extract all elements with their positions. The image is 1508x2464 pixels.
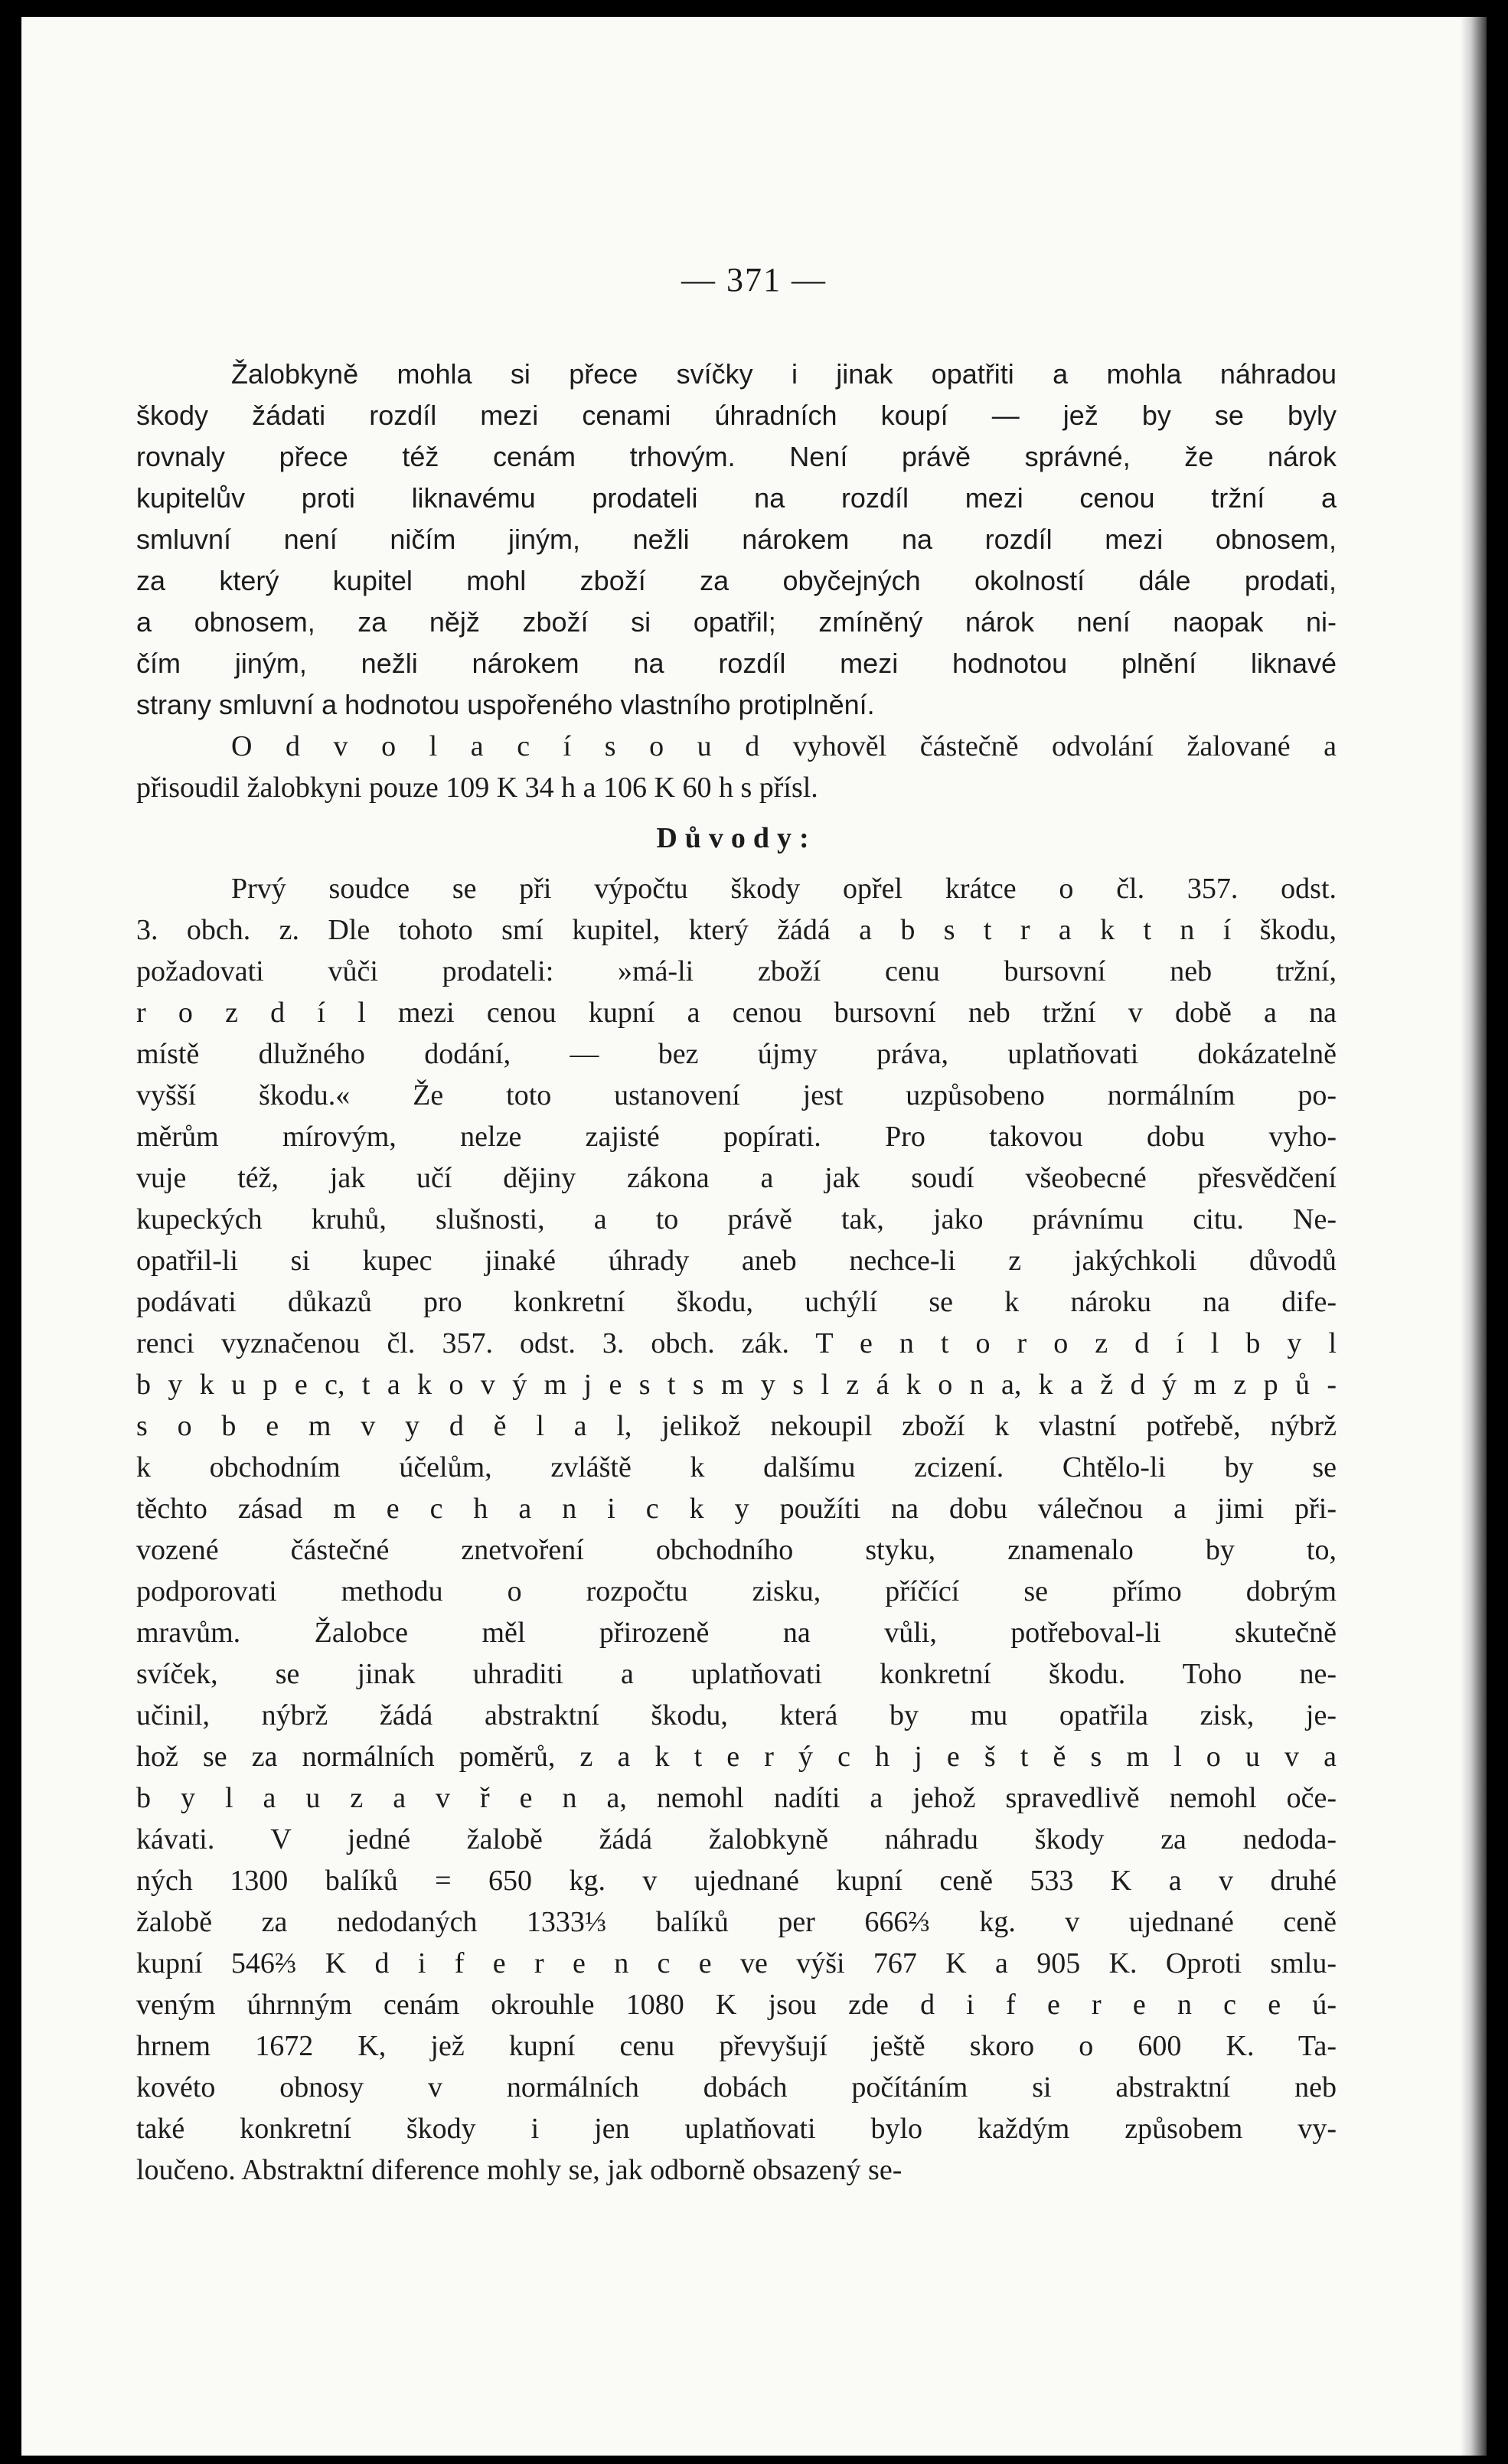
text-line: a obnosem, za nějž zboží si opatřil; zmíněný nárok není naopak ni- — [136, 606, 1337, 638]
text-line: hrnem 1672 K, jež kupní cenu převyšují ještě skoro o 600 K. Ta- — [136, 2030, 1337, 2062]
text-line: Důvody: — [656, 822, 817, 854]
text-line: opatřil-li si kupec jinaké úhrady aneb nechce-li z jakýchkoli důvodů — [136, 1245, 1337, 1277]
text-line: čím jiným, nežli nárokem na rozdíl mezi hodnotou plnění liknavé — [136, 648, 1337, 679]
text-line: veným úhrnným cenám okrouhle 1080 K jsou zde d i f e r e n c e ú- — [136, 1989, 1337, 2021]
text-line: žalobě za nedodaných 1333⅓ balíků per 666⅔ kg. v ujednané ceně — [136, 1906, 1337, 1938]
text-line: hož se za normálních poměrů, z a k t e r ý c h j e š t ě s m l o u v a — [136, 1741, 1337, 1773]
paragraph — [136, 726, 1337, 808]
text-line: také konkretní škody i jen uplatňovati bylo každým způsobem vy- — [136, 2113, 1337, 2145]
text-line: těchto zásad m e c h a n i c k y použíti na dobu válečnou a jimi při- — [136, 1493, 1337, 1525]
text-line: s o b e m v y d ě l a l, jelikož nekoupil zboží k vlastní potřebě, nýbrž — [136, 1410, 1337, 1442]
text-line: kovéto obnosy v normálních dobách počítáním si abstraktní neb — [136, 2071, 1337, 2103]
page-number: — 371 — — [681, 261, 827, 299]
text-line: b y k u p e c, t a k o v ý m j e s t s m y s l z á k o n a, k a ž d ý m z p ů - — [136, 1369, 1337, 1401]
text-line: kupitelův proti liknavému prodateli na rozdíl mezi cenou tržní a — [136, 482, 1337, 514]
text-line: svíček, se jinak uhraditi a uplatňovati konkretní škodu. Toho ne- — [136, 1658, 1337, 1690]
text-line: smluvní není ničím jiným, nežli nárokem na rozdíl mezi obnosem, — [136, 524, 1337, 555]
text-line: vuje též, jak učí dějiny zákona a jak soudí všeobecné přesvědčení — [136, 1162, 1337, 1194]
text-line: kupeckých kruhů, slušnosti, a to právě tak, jako právnímu citu. Ne- — [136, 1203, 1337, 1235]
text-line: Prvý soudce se při výpočtu škody opřel krátce o čl. 357. odst. — [231, 873, 1337, 905]
text-line: místě dlužného dodání, — bez újmy práva, uplatňovati dokázatelně — [136, 1038, 1337, 1070]
text-line: vozené částečné znetvoření obchodního styku, znamenalo by to, — [136, 1534, 1337, 1566]
text-line: měrům mírovým, nelze zajisté popírati. Pro takovou dobu vyho- — [136, 1121, 1337, 1153]
text-line: učinil, nýbrž žádá abstraktní škodu, která by mu opatřila zisk, je- — [136, 1699, 1337, 1731]
paragraph — [136, 354, 1337, 726]
page-edge-shadow — [1461, 17, 1487, 2456]
paragraph — [136, 868, 1337, 2191]
text-line: 3. obch. z. Dle tohoto smí kupitel, který žádá a b s t r a k t n í škodu, — [136, 914, 1337, 946]
text-line: O d v o l a c í s o u d vyhověl částečně odvolání žalované a — [231, 730, 1337, 762]
text-line: renci vyznačenou čl. 357. odst. 3. obch. zák. T e n t o r o z d í l b y l — [136, 1327, 1337, 1359]
text-line: b y l a u z a v ř e n a, nemohl nadíti a jehož spravedlivě nemohl oče- — [136, 1782, 1337, 1814]
text-line: vyšší škodu.« Že toto ustanovení jest uzpůsobeno normálním po- — [136, 1079, 1337, 1111]
text-line: Žalobkyně mohla si přece svíčky i jinak opatřiti a mohla náhradou — [231, 358, 1337, 390]
text-line: r o z d í l mezi cenou kupní a cenou bursovní neb tržní v době a na — [136, 997, 1337, 1029]
book-page — [21, 17, 1487, 2456]
text-line: podporovati methodu o rozpočtu zisku, příčící se přímo dobrým — [136, 1575, 1337, 1607]
text-line: kupní 546⅔ K d i f e r e n c e ve výši 767 K a 905 K. Oproti smlu- — [136, 1947, 1337, 1979]
text-line: požadovati vůči prodateli: »má-li zboží cenu bursovní neb tržní, — [136, 955, 1337, 987]
text-line: mravům. Žalobce měl přirozeně na vůli, potřeboval-li skutečně — [136, 1617, 1337, 1649]
text-line: strany smluvní a hodnotou uspořeného vlastního protiplnění. — [136, 689, 875, 720]
text-line: kávati. V jedné žalobě žádá žalobkyně náhradu škody za nedoda- — [136, 1823, 1337, 1855]
text-line: za který kupitel mohl zboží za obyčejných okolností dále prodati, — [136, 565, 1337, 596]
text-line: rovnaly přece též cenám trhovým. Není právě správné, že nárok — [136, 441, 1337, 472]
text-line: ných 1300 balíků = 650 kg. v ujednané kupní ceně 533 K a v druhé — [136, 1865, 1337, 1897]
text-line: loučeno. Abstraktní diference mohly se, jak odborně obsazený se- — [136, 2154, 903, 2186]
text-line: přisoudil žalobkyni pouze 109 K 34 h a 106 K 60 h s přísl. — [136, 772, 818, 804]
body-text — [136, 354, 1337, 2191]
section-heading — [136, 808, 1337, 868]
text-line: škody žádati rozdíl mezi cenami úhradních koupí — jež by se byly — [136, 400, 1337, 431]
text-line: k obchodním účelům, zvláště k dalšímu zcizení. Chtělo-li by se — [136, 1451, 1337, 1483]
text-line: podávati důkazů pro konkretní škodu, uchýlí se k nároku na dife- — [136, 1286, 1337, 1318]
